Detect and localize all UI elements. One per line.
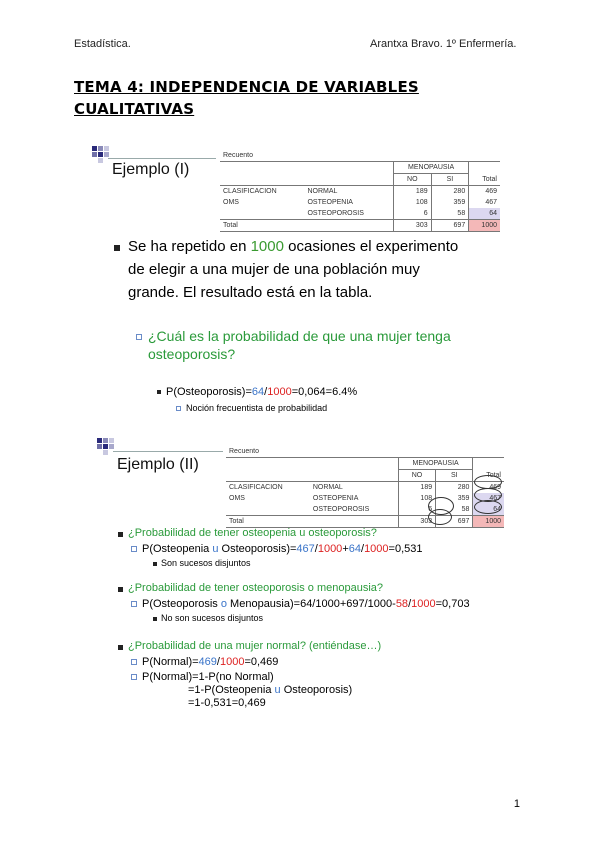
bullet-square-icon [153, 617, 157, 621]
cell: 6 [394, 208, 432, 220]
cell-highlighted: 1000 [469, 220, 500, 232]
header-left: Estadística. [74, 38, 131, 50]
row-label: OSTEOPOROSIS [312, 506, 370, 513]
q1-note: Son sucesos disjuntos [161, 558, 251, 568]
cell: 58 [431, 208, 469, 220]
cell-highlighted: 64 [473, 504, 504, 516]
row-label: NORMAL [307, 188, 338, 195]
cell: 280 [431, 186, 469, 198]
row-label: NORMAL [312, 484, 343, 491]
group-header: MENOPAUSIA [394, 162, 469, 174]
slide-1-title: Ejemplo (I) [112, 161, 190, 178]
cell: 469 [473, 482, 504, 494]
bullet-text-line1: Se ha repetido en 1000 ocasiones el experimento [128, 238, 459, 255]
cell: 359 [431, 197, 469, 208]
header-right: Arantxa Bravo. 1º Enfermería. [370, 38, 517, 50]
contingency-table-1 [220, 150, 500, 232]
cell: 697 [431, 220, 469, 232]
cell: 303 [394, 220, 432, 232]
row-label: OSTEOPENIA [307, 199, 353, 206]
col-header-no: NO [398, 470, 435, 482]
q2-text: ¿Probabilidad de tener osteoporosis o menopausia? [128, 582, 383, 594]
page-number: 1 [513, 798, 520, 810]
slide-title-rule [113, 451, 223, 452]
bullet-square-icon [118, 645, 123, 650]
total-row-label: Total [220, 220, 304, 232]
bullet-square-icon [153, 562, 157, 566]
cell-highlighted: 467 [473, 493, 504, 504]
cell: 303 [398, 516, 435, 528]
bullet-text-line2: de elegir a una mujer de una población muy [128, 261, 420, 278]
q3-text: ¿Probabilidad de una mujer normal? (entiéndase…) [128, 640, 382, 652]
table-caption: Recuento [229, 448, 259, 455]
cell: 108 [398, 493, 435, 504]
row-group-label: OMS [223, 199, 239, 206]
slide-title-rule [108, 158, 216, 159]
col-header-total: Total [469, 174, 500, 186]
q1-formula: P(Osteopenia u Osteoporosis)=467/1000+64/1000=0,531 [142, 543, 423, 555]
col-header-si: SI [436, 470, 473, 482]
q3-line2: P(Normal)=1-P(no Normal) [142, 671, 274, 683]
annotation-circle [474, 500, 502, 514]
question-line2: osteoporosis? [148, 346, 236, 362]
col-header-total: Total [473, 470, 504, 482]
answer-formula: P(Osteoporosis)=64/1000=0,064=6.4% [166, 386, 358, 398]
cell: 58 [436, 504, 473, 516]
cell: 6 [398, 504, 435, 516]
cell: 108 [394, 197, 432, 208]
total-row-label: Total [226, 516, 310, 528]
row-group-label: OMS [229, 495, 245, 502]
q3-line4: =1-0,531=0,469 [188, 697, 266, 709]
col-header-si: SI [431, 174, 469, 186]
cell-highlighted: 1000 [473, 516, 504, 528]
answer-note: Noción frecuentista de probabilidad [186, 403, 328, 413]
row-label: OSTEOPENIA [312, 495, 359, 502]
sub-bullet-box-icon [131, 601, 137, 607]
cell: 280 [436, 482, 473, 494]
contingency-table-2 [226, 446, 504, 528]
row-label: OSTEOPOROSIS [307, 210, 364, 217]
bullet-text-line3: grande. El resultado está en la tabla. [128, 284, 373, 301]
bullet-square-icon [157, 390, 161, 394]
cell: 469 [469, 186, 500, 198]
page-title-line2: CUALITATIVAS [74, 100, 195, 118]
sub-bullet-box-icon [131, 659, 137, 665]
slide-2-title: Ejemplo (II) [117, 456, 199, 473]
cell: 359 [436, 493, 473, 504]
cell: 467 [469, 197, 500, 208]
page-title-line1: TEMA 4: INDEPENDENCIA DE VARIABLES [74, 78, 419, 96]
q3-line3: =1-P(Osteopenia u Osteoporosis) [188, 684, 353, 696]
q2-formula: P(Osteoporosis o Menopausia)=64/1000+697/1000-58/1000=0,703 [142, 598, 470, 610]
sub-bullet-box-icon [131, 674, 137, 680]
row-group-label: CLASIFICACION [223, 188, 277, 195]
q3-line1: P(Normal)=469/1000=0,469 [142, 656, 279, 668]
group-header: MENOPAUSIA [398, 458, 473, 470]
cell: 697 [436, 516, 473, 528]
bullet-square-icon [118, 532, 123, 537]
q1-text: ¿Probabilidad de tener osteopenia u osteoporosis? [128, 527, 377, 539]
sub-bullet-box-icon [136, 334, 142, 340]
cell: 189 [394, 186, 432, 198]
q2-note: No son sucesos disjuntos [161, 613, 264, 623]
cell-highlighted: 64 [469, 208, 500, 220]
col-header-no: NO [394, 174, 432, 186]
sub-bullet-box-icon [131, 546, 137, 552]
table-caption: Recuento [223, 152, 253, 159]
question-line1: ¿Cuál es la probabilidad de que una mujer tenga [148, 328, 451, 344]
bullet-square-icon [114, 245, 120, 251]
row-group-label: CLASIFICACION [229, 484, 283, 491]
annotation-circle [474, 475, 502, 489]
sub-bullet-box-icon [176, 406, 181, 411]
bullet-square-icon [118, 587, 123, 592]
annotation-circle [428, 509, 452, 525]
cell: 189 [398, 482, 435, 494]
